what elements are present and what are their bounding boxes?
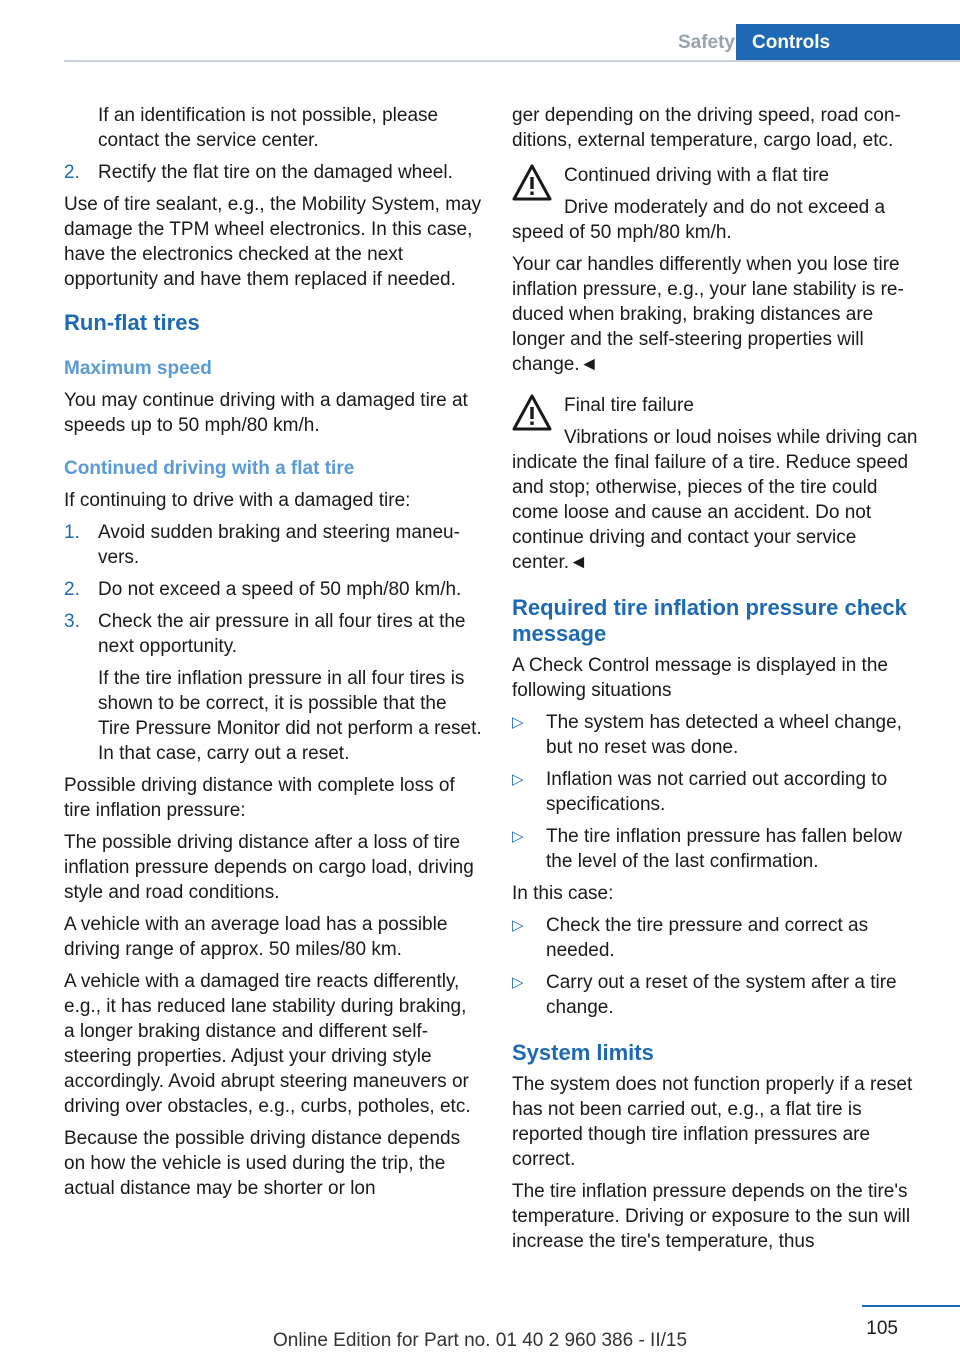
warning-text: Vibrations or loud noises while driving can indicate the final failure of a tire. Reduce speed and stop; otherwise, pieces of the tire could come loose and cause an accident. Do not continue driving and contact your service center.◄ xyxy=(512,427,918,573)
paragraph-handles: Your car handles differently when you lose tire inflation pressure, e.g., your lane stability is reduced when braking, braking distances are longer and the self-steering properties will change.◄ xyxy=(512,254,904,375)
paragraph-distance-loss: Possible driving distance with complete loss of tire inflation pressure: xyxy=(64,775,455,821)
paragraph-average-load: A vehicle with an average load has a possible driving range of approx. 50 miles/80 km. xyxy=(64,914,448,960)
paragraph-if-continuing: If continuing to drive with a damaged tire: xyxy=(64,490,411,511)
paragraph-sealant: Use of tire sealant, e.g., the Mobility System, may damage the TPM wheel electronics. In this case, have the electronics checked at the next opportunity and have them replaced if needed. xyxy=(64,194,482,290)
bullet-list-actions xyxy=(512,913,924,1020)
left-column xyxy=(64,103,482,1208)
warning-block-final-failure xyxy=(512,393,924,575)
list-number: 2. xyxy=(64,162,80,183)
list-number: 1. xyxy=(64,522,80,543)
paragraph-limits: The system does not function properly if a reset has not been carried out, e.g., a flat tire is reported though tire inflation pressures are correct. xyxy=(512,1074,913,1170)
paragraph-temperature: The tire inflation pressure depends on the tire's temperature. Driving or exposure to the sun will increase the tire's temperature, thus xyxy=(512,1181,911,1252)
paragraph-check-control: A Check Control message is displayed in the following situations xyxy=(512,655,888,701)
triangle-bullet-icon: ▷ xyxy=(512,917,524,934)
section-tab-controls: Controls xyxy=(736,24,960,62)
page-header xyxy=(0,0,960,62)
section-tab-safety: Safety xyxy=(677,32,735,53)
paragraph-distance-depends: The possible driving distance after a loss of tire inflation pressure depends on cargo load, driving style and road conditions. xyxy=(64,832,474,903)
paragraph-because: Because the possible driving distance depends on how the vehicle is used during the trip, the actual distance may be shorter or lon xyxy=(64,1128,461,1199)
triangle-bullet-icon: ▷ xyxy=(512,714,524,731)
list-item xyxy=(64,577,482,602)
list-text: Carry out a reset of the system after a tire change. xyxy=(546,972,897,1018)
list-item xyxy=(512,970,924,1020)
warning-text: Drive moderately and do not exceed a speed of 50 mph/80 km/h. xyxy=(512,197,886,243)
warning-triangle-icon xyxy=(512,393,552,433)
edition-line: Online Edition for Part no. 01 40 2 960 386 - II/15 xyxy=(272,1330,688,1351)
warning-block-flat-tire xyxy=(512,163,924,245)
paragraph-contact: If an identification is not possible, please contact the service center. xyxy=(98,105,439,151)
right-column xyxy=(512,103,924,1261)
step-list-continued xyxy=(64,520,482,766)
heading-run-flat: Run-flat tires xyxy=(64,310,200,335)
page-footer xyxy=(0,1300,960,1362)
list-text: Avoid sudden braking and steering maneuvers. xyxy=(98,522,460,568)
warning-triangle-icon xyxy=(512,163,552,203)
list-text: Rectify the flat tire on the damaged wheel. xyxy=(98,162,453,183)
step-list-top xyxy=(64,160,482,185)
list-item xyxy=(512,767,924,817)
header-divider xyxy=(64,60,960,62)
list-number: 3. xyxy=(64,611,80,632)
heading-required-message: Required tire inflation pressure check message xyxy=(512,595,907,646)
page-number: 105 xyxy=(866,1318,898,1339)
paragraph-reacts: A vehicle with a damaged tire reacts differently, e.g., it has reduced lane stability during braking, a longer braking distance and different self-steering properties. Adjust your driving style accordingly. Avoid abrupt steering maneuvers or driving over obstacles, e.g., curbs, potholes, etc. xyxy=(64,971,471,1117)
list-number: 2. xyxy=(64,579,80,600)
list-text: The system has detected a wheel change, but no reset was done. xyxy=(546,712,902,758)
paragraph-max-speed: You may continue driving with a damaged tire at speeds up to 50 mph/80 km/h. xyxy=(64,390,468,436)
warning-title: Continued driving with a flat tire xyxy=(564,165,830,186)
list-text: Do not exceed a speed of 50 mph/80 km/h. xyxy=(98,579,462,600)
footer-divider xyxy=(862,1305,960,1307)
list-text: Check the tire pressure and correct as needed. xyxy=(546,915,869,961)
triangle-bullet-icon: ▷ xyxy=(512,828,524,845)
paragraph-continuation: ger depending on the driving speed, road conditions, external temperature, cargo load, etc. xyxy=(512,105,901,151)
list-text: The tire inflation pressure has fallen below the level of the last confirmation. xyxy=(546,826,902,872)
heading-system-limits: System limits xyxy=(512,1040,654,1065)
heading-continued-driving: Continued driving with a flat tire xyxy=(64,458,355,479)
triangle-bullet-icon: ▷ xyxy=(512,974,524,991)
heading-maximum-speed: Maximum speed xyxy=(64,358,212,379)
list-text: Check the air pressure in all four tires at the next opportunity. xyxy=(98,611,466,657)
list-item xyxy=(512,710,924,760)
list-item xyxy=(64,609,482,766)
list-item xyxy=(64,520,482,570)
warning-title: Final tire failure xyxy=(564,395,694,416)
list-item xyxy=(512,913,924,963)
bullet-list-situations xyxy=(512,710,924,874)
list-text: Inflation was not carried out according to specifications. xyxy=(546,769,888,815)
list-item xyxy=(64,160,482,185)
triangle-bullet-icon: ▷ xyxy=(512,771,524,788)
list-item xyxy=(512,824,924,874)
list-subtext: If the tire inflation pressure in all four tires is shown to be correct, it is possible that the Tire Pressure Monitor did not perform a reset. In that case, carry out a reset. xyxy=(98,668,482,764)
paragraph-in-this-case: In this case: xyxy=(512,883,614,904)
